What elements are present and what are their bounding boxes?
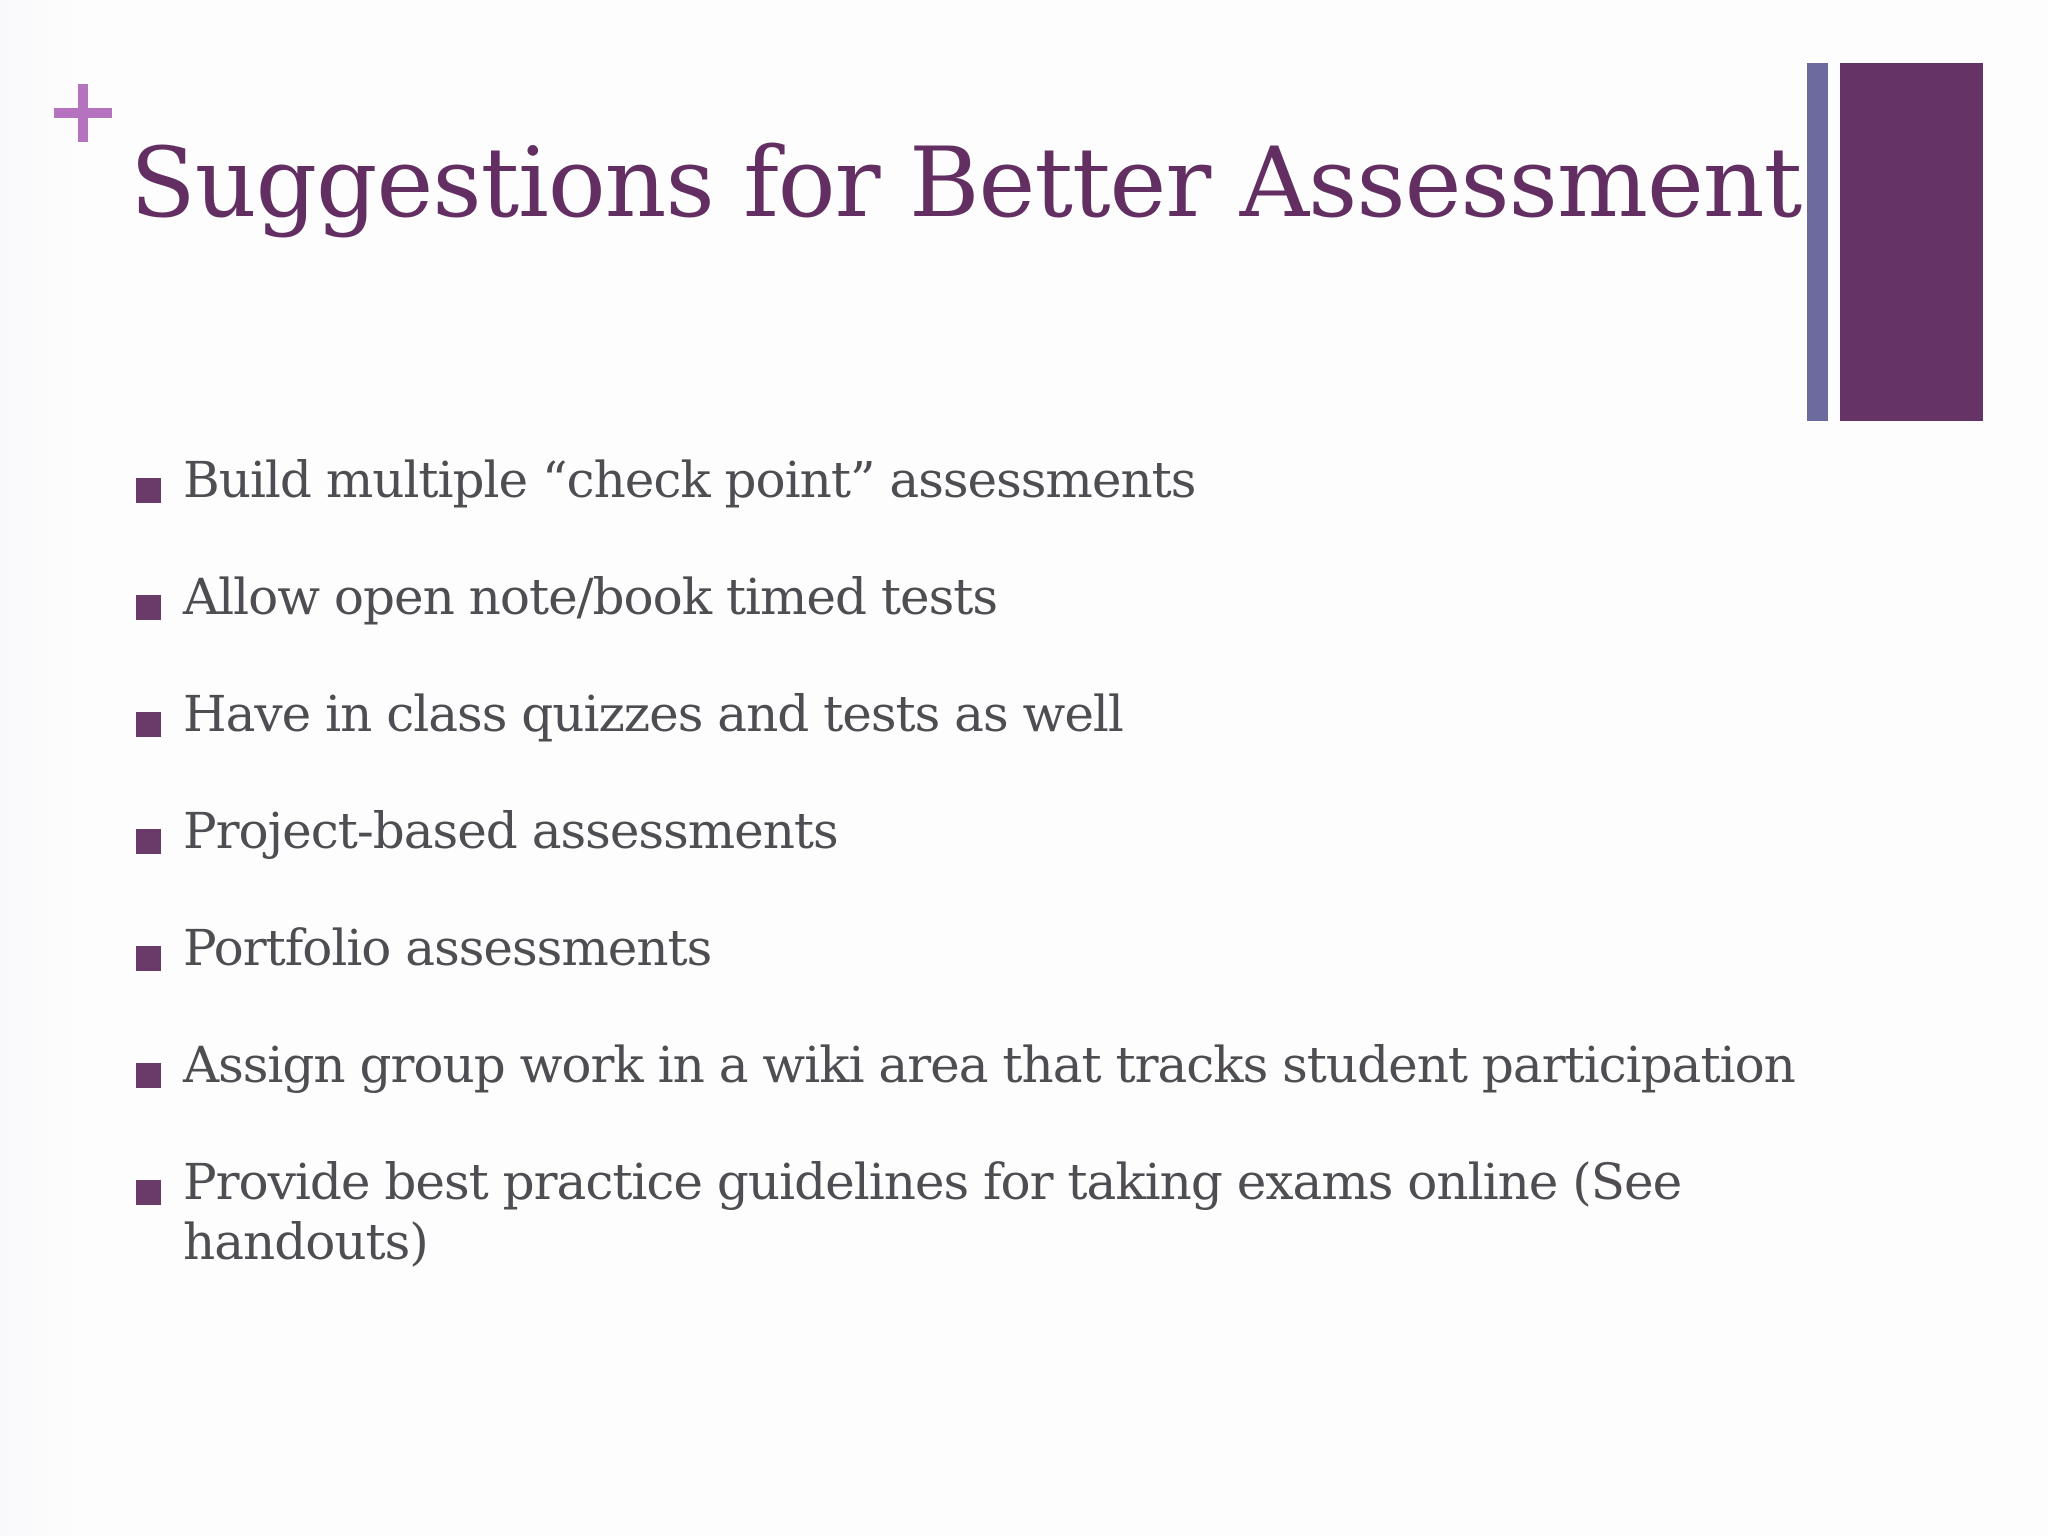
- list-item: [136, 1152, 1856, 1272]
- list-item: [136, 1035, 1856, 1095]
- bullet-list: [136, 450, 1856, 1329]
- square-bullet-icon: [136, 829, 161, 854]
- list-item: [136, 801, 1856, 861]
- list-item: [136, 567, 1856, 627]
- bullet-text: Allow open note/book timed tests: [183, 568, 997, 626]
- bullet-text: Have in class quizzes and tests as well: [183, 685, 1123, 743]
- plus-icon-vertical: [78, 84, 88, 142]
- square-bullet-icon: [136, 712, 161, 737]
- slide-title: Suggestions for Better Assessment: [130, 127, 1802, 239]
- bullet-text: Assign group work in a wiki area that tracks student participation: [183, 1036, 1795, 1094]
- bullet-text: Build multiple “check point” assessments: [183, 451, 1196, 509]
- bullet-text: Project-based assessments: [183, 802, 838, 860]
- square-bullet-icon: [136, 595, 161, 620]
- accent-bar-wide: [1840, 63, 1983, 421]
- list-item: [136, 918, 1856, 978]
- accent-bar-thin: [1807, 63, 1828, 421]
- list-item: [136, 684, 1856, 744]
- square-bullet-icon: [136, 1063, 161, 1088]
- square-bullet-icon: [136, 1180, 161, 1205]
- list-item: [136, 450, 1856, 510]
- square-bullet-icon: [136, 478, 161, 503]
- square-bullet-icon: [136, 946, 161, 971]
- bullet-text: Provide best practice guidelines for taking exams online (See handouts): [183, 1153, 1682, 1271]
- plus-icon: [54, 84, 112, 142]
- bullet-text: Portfolio assessments: [183, 919, 712, 977]
